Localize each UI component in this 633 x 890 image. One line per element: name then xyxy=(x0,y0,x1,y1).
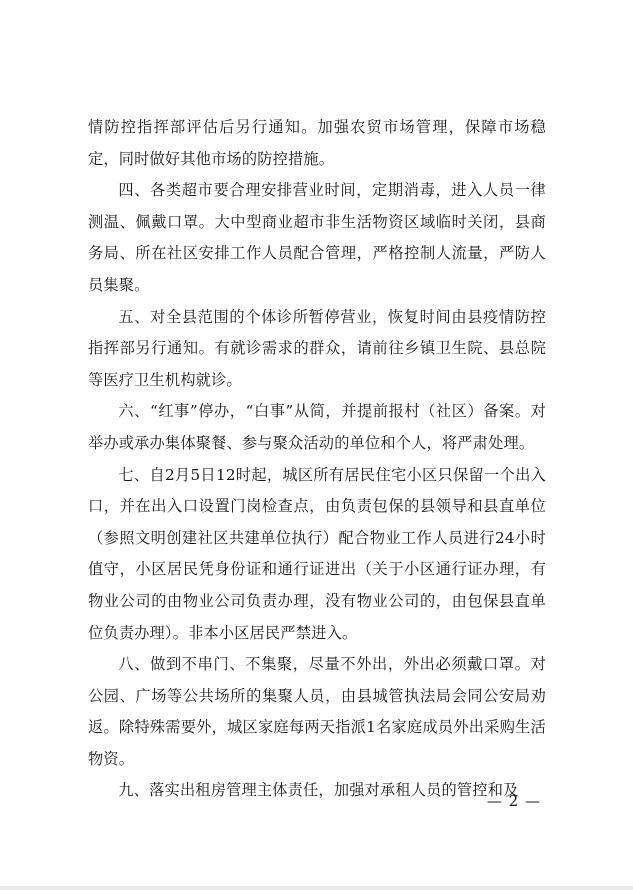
paragraph-continuation: 情防控指挥部评估后另行通知。加强农贸市场管理，保障市场稳定，同时做好其他市场的防控措施。 xyxy=(88,118,546,168)
document-body xyxy=(88,112,546,807)
paragraph-item-7-residential-access: 七、自2月5日12时起，城区所有居民住宅小区只保留一个出入口，并在出入口设置门岗检查点，由负责包保的县领导和县直单位（参照文明创建社区共建单位执行）配合物业工作人员进行24小时值守，小区居民凭身份证和通行证进出（关于小区通行证办理，有物业公司的由物业公司负责办理，没有物业公司的，由包保县直单位负责办理）。非本小区居民严禁进入。 xyxy=(88,465,546,642)
paragraph-item-6-weddings-funerals: 六、“红事”停办，“白事”从简，并提前报村（社区）备案。对举办或承办集体聚餐、参与聚众活动的单位和个人，将严肃处理。 xyxy=(88,402,546,452)
page-bottom-edge xyxy=(0,886,633,890)
paragraph-item-8-gatherings: 八、做到不串门、不集聚，尽量不外出，外出必须戴口罩。对公园、广场等公共场所的集聚人员，由县城管执法局会同公安局劝返。除特殊需要外，城区家庭每两天指派1名家庭成员外出采购生活物资。 xyxy=(88,655,546,768)
paragraph-item-5-clinics: 五、对全县范围的个体诊所暂停营业，恢复时间由县疫情防控指挥部另行通知。有就诊需求的群众，请前往乡镇卫生院、县总院等医疗卫生机构就诊。 xyxy=(88,307,546,389)
paragraph-item-4-supermarkets: 四、各类超市要合理安排营业时间，定期消毒，进入人员一律测温、佩戴口罩。大中型商业超市非生活物资区域临时关闭，县商务局、所在社区安排工作人员配合管理，严格控制人流量，严防人员集聚。 xyxy=(88,181,546,294)
page-number: — 2 — xyxy=(486,792,541,810)
paragraph-item-9-rentals: 九、落实出租房管理主体责任，加强对承租人员的管控和及 xyxy=(118,781,519,800)
